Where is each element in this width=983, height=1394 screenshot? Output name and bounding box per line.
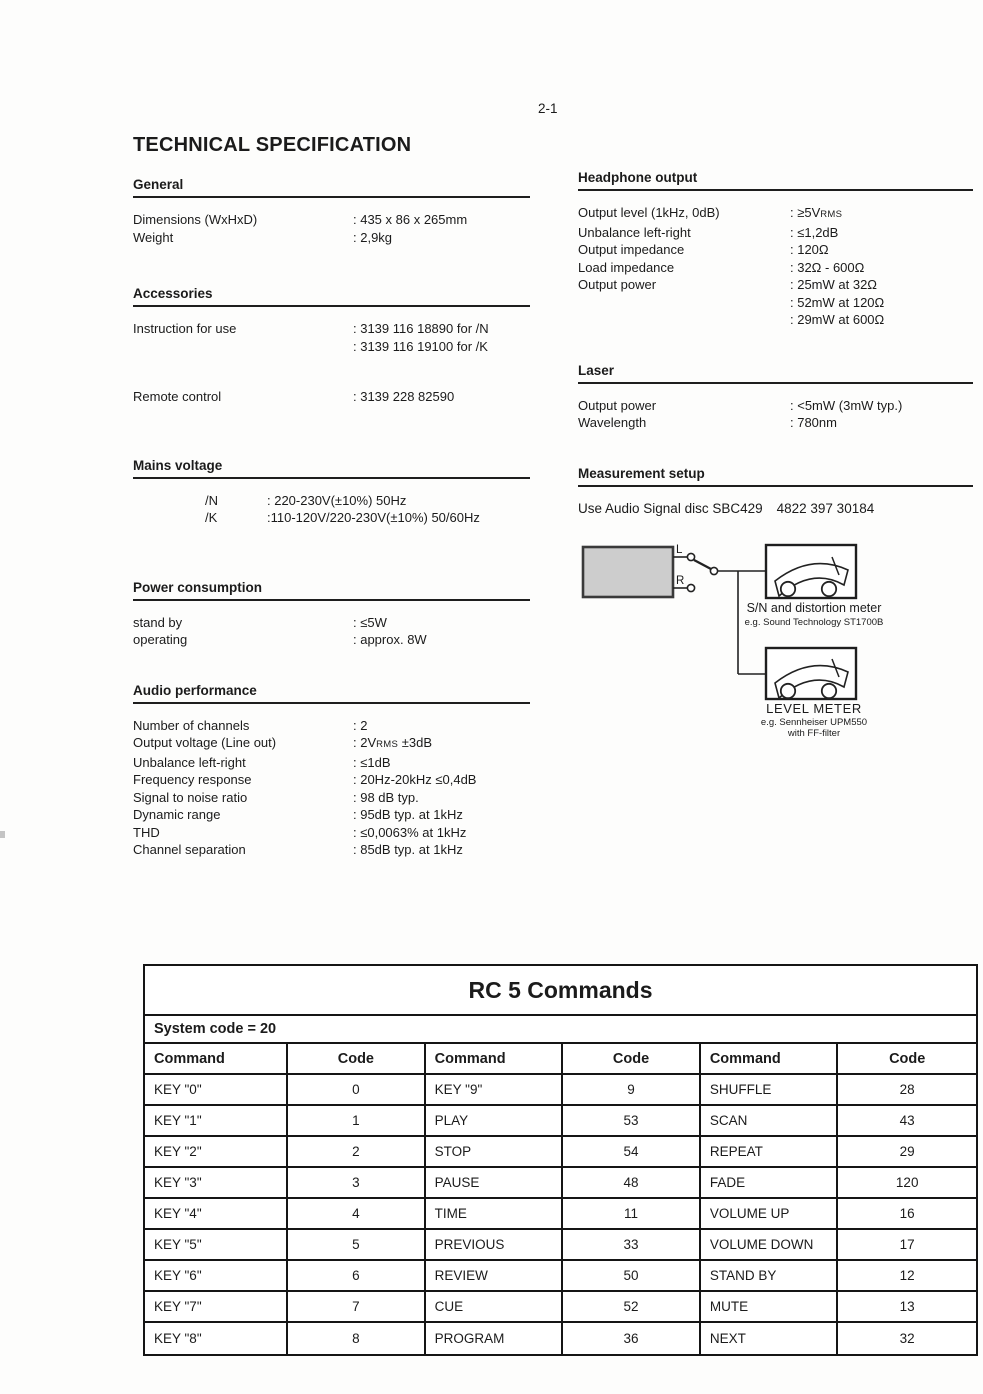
- spec-value: : 29mW at 600Ω: [790, 312, 885, 327]
- table-cell-code: 7: [288, 1292, 426, 1323]
- table-cell-command: PAUSE: [426, 1168, 564, 1199]
- table-cell-command: PREVIOUS: [426, 1230, 564, 1261]
- spec-label: Frequency response: [133, 772, 252, 787]
- table-cell-command: TIME: [426, 1199, 564, 1230]
- table-cell-code: 0: [288, 1075, 426, 1106]
- spec-row: [133, 229, 530, 247]
- spec-row: [578, 276, 973, 294]
- col-header-code-1: Code: [288, 1044, 426, 1075]
- table-cell-code: 50: [563, 1261, 701, 1292]
- spec-value: : 25mW at 32Ω: [790, 277, 878, 292]
- section-heading: Audio performance: [133, 683, 530, 704]
- table-cell-code: 32: [899, 1331, 915, 1346]
- spec-value: :110-120V/220-230V(±10%) 50/60Hz: [267, 510, 480, 525]
- spec-row: [578, 414, 973, 432]
- table-cell-code: 4: [288, 1199, 426, 1230]
- spec-row: [578, 224, 973, 242]
- spec-label: Signal to noise ratio: [133, 789, 248, 805]
- table-cell-code: 28: [838, 1075, 976, 1106]
- switch-blade-icon: [694, 560, 711, 569]
- spec-label: Number of channels: [133, 717, 250, 733]
- table-cell-code: 1: [288, 1106, 426, 1137]
- spec-label: Dimensions (WxHxD): [133, 212, 258, 227]
- section-laser: [578, 363, 973, 432]
- table-cell-command: SCAN: [701, 1106, 839, 1137]
- value-subscript: RMS: [376, 739, 399, 750]
- table-grid: [145, 1044, 976, 1354]
- spec-row: [578, 259, 973, 277]
- spec-label: Output voltage (Line out): [133, 735, 277, 750]
- spec-value: : 52mW at 120Ω: [790, 294, 885, 310]
- terminal-r-label: R: [676, 574, 685, 587]
- col-header-command-2: Command: [426, 1044, 564, 1075]
- spec-value: : <5mW (3mW typ.): [790, 397, 903, 413]
- section-rows: [578, 397, 973, 432]
- value-subscript: RMS: [820, 209, 843, 220]
- table-title: RC 5 Commands: [145, 966, 976, 1016]
- spec-value: : 3139 116 18890 for /N: [353, 321, 489, 336]
- table-cell-command: KEY "3": [145, 1168, 288, 1199]
- spec-row: [578, 397, 973, 415]
- table-cell-code: 6: [288, 1261, 426, 1292]
- table-cell-code: 8: [288, 1323, 426, 1354]
- table-cell-command: KEY "9": [426, 1075, 564, 1106]
- table-cell-code: 2: [288, 1137, 426, 1168]
- spec-row: [133, 771, 530, 789]
- table-cell-code: 12: [838, 1261, 976, 1292]
- table-cell-code: 54: [563, 1137, 701, 1168]
- table-cell-command: KEY "6": [145, 1261, 288, 1292]
- table-cell-command: CUE: [426, 1292, 564, 1323]
- table-cell-code: 53: [563, 1106, 701, 1137]
- spec-value: : 780nm: [790, 415, 837, 430]
- section-accessories: [133, 286, 530, 406]
- spec-row: [578, 204, 973, 224]
- table-cell-code: 120: [838, 1168, 976, 1199]
- spec-value: : 32Ω - 600Ω: [790, 259, 865, 275]
- spec-label: operating: [133, 632, 188, 647]
- spec-value: : 95dB typ. at 1kHz: [353, 807, 463, 822]
- spec-value: : approx. 8W: [353, 632, 427, 647]
- col-header-code-3: Code: [838, 1044, 976, 1075]
- section-rows: [133, 614, 530, 649]
- table-cell-code: 9: [563, 1075, 701, 1106]
- spec-label: Load impedance: [578, 259, 675, 275]
- table-cell-command: KEY "1": [145, 1106, 288, 1137]
- spec-value: : 3139 228 82590: [353, 389, 455, 404]
- spec-label: Output power: [578, 277, 657, 292]
- section-heading: Accessories: [133, 286, 530, 307]
- table-cell-command: STAND BY: [701, 1261, 839, 1292]
- spec-row: [578, 311, 973, 329]
- section-heading: Headphone output: [578, 170, 973, 191]
- col-header-command-3: Command: [701, 1044, 839, 1075]
- table-cell-command: STOP: [426, 1137, 564, 1168]
- section-rows: [133, 492, 530, 527]
- spec-value: : 20Hz-20kHz ≤0,4dB: [353, 772, 477, 787]
- spec-row: [133, 388, 530, 406]
- table-cell-command: KEY "5": [145, 1230, 288, 1261]
- section-heading: Power consumption: [133, 580, 530, 601]
- spec-row: [133, 824, 530, 842]
- measurement-note-text: Use Audio Signal disc SBC429: [578, 500, 763, 516]
- spec-label: Unbalance left-right: [578, 224, 691, 240]
- table-cell-command: VOLUME DOWN: [701, 1230, 839, 1261]
- spec-value: : 2: [353, 717, 368, 733]
- spec-value: : 120Ω: [790, 242, 829, 257]
- table-system-code: System code = 20: [145, 1016, 976, 1044]
- section-rows: [133, 717, 530, 859]
- spec-label: stand by: [133, 614, 183, 630]
- spec-label: [578, 294, 790, 312]
- section-headphone-output: [578, 170, 973, 329]
- table-cell-command: VOLUME UP: [701, 1199, 839, 1230]
- section-heading: General: [133, 177, 530, 198]
- section-heading: Mains voltage: [133, 458, 530, 479]
- spec-row: [133, 717, 530, 735]
- table-cell-command: KEY "7": [145, 1292, 288, 1323]
- spec-label: /N: [205, 492, 218, 508]
- spec-value: : 220-230V(±10%) 50Hz: [267, 492, 407, 508]
- table-cell-command: REPEAT: [701, 1137, 839, 1168]
- table-cell-command: KEY "0": [145, 1075, 288, 1106]
- table-cell-code: 13: [838, 1292, 976, 1323]
- terminal-l-label: L: [676, 543, 683, 556]
- meter2-example: e.g. Sennheiser UPM550: [760, 716, 868, 728]
- spec-row: [133, 320, 530, 338]
- spec-label: Channel separation: [133, 842, 246, 857]
- spec-row: [133, 338, 530, 356]
- col-header-command-1: Command: [145, 1044, 288, 1075]
- table-cell-command: SHUFFLE: [701, 1075, 839, 1106]
- table-cell-code: 3: [288, 1168, 426, 1199]
- left-column: [133, 177, 530, 859]
- spec-label: [133, 338, 353, 356]
- meter2-filter-note: with FF-filter: [787, 727, 841, 739]
- table-cell-code: 48: [563, 1168, 701, 1199]
- table-cell-code: 11: [563, 1199, 701, 1230]
- spec-value: : 435 x 86 x 265mm: [353, 212, 468, 227]
- spec-value: : ≤5W: [353, 614, 387, 630]
- table-cell-code: 16: [838, 1199, 976, 1230]
- spec-label: [578, 311, 790, 329]
- section-heading: Measurement setup: [578, 466, 973, 487]
- spec-row: [133, 806, 530, 824]
- spec-label: Weight: [133, 229, 174, 245]
- section-measurement-setup: [578, 466, 973, 739]
- measurement-note: [578, 501, 973, 516]
- rc-commands-table: [143, 964, 978, 1356]
- value-text: : 2V: [353, 735, 377, 750]
- spec-label: Output impedance: [578, 242, 685, 257]
- spec-row: [133, 614, 530, 632]
- table-cell-code: 43: [838, 1106, 976, 1137]
- section-mains-voltage: [133, 458, 530, 527]
- spec-label: Output power: [578, 397, 657, 413]
- spec-label: /K: [205, 510, 218, 525]
- spec-row: [133, 789, 530, 807]
- section-rows: [578, 204, 973, 329]
- right-column: [578, 170, 973, 739]
- section-audio-performance: [133, 683, 530, 859]
- spec-row: [133, 754, 530, 772]
- spec-value: [790, 204, 842, 224]
- meter1-example: e.g. Sound Technology ST1700B: [744, 616, 884, 628]
- page-title: TECHNICAL SPECIFICATION: [133, 134, 412, 156]
- table-cell-command: MUTE: [701, 1292, 839, 1323]
- spec-row: [133, 734, 530, 754]
- spec-label: Unbalance left-right: [133, 754, 246, 770]
- spec-value: [353, 734, 432, 754]
- spec-label: Output level (1kHz, 0dB): [578, 205, 720, 220]
- switch-pole-icon: [710, 567, 717, 574]
- spec-value: : ≤1dB: [353, 754, 391, 770]
- spec-value: : ≤0,0063% at 1kHz: [353, 824, 467, 840]
- table-cell-code: 33: [563, 1230, 701, 1261]
- meter1-name: S/N and distortion meter: [746, 600, 882, 615]
- col-header-code-2: Code: [563, 1044, 701, 1075]
- table-cell-command: NEXT: [701, 1323, 839, 1354]
- spec-value: : 3139 116 19100 for /K: [353, 338, 488, 354]
- meter2-name: LEVEL METER: [766, 700, 862, 716]
- value-text: : ≥5V: [790, 205, 821, 220]
- sn-distortion-meter-icon: [766, 545, 856, 598]
- table-cell-command: KEY "2": [145, 1137, 288, 1168]
- value-tail: ±3dB: [398, 735, 433, 750]
- spec-value: : ≤1,2dB: [790, 224, 839, 240]
- section-heading: Laser: [578, 363, 973, 384]
- section-power-consumption: [133, 580, 530, 649]
- table-cell-code: 17: [838, 1230, 976, 1261]
- table-cell-command: KEY "8": [145, 1323, 288, 1354]
- table-cell-command: REVIEW: [426, 1261, 564, 1292]
- spec-value: : 2,9kg: [353, 229, 393, 245]
- spec-value: : 98 dB typ.: [353, 789, 419, 805]
- section-general: [133, 177, 530, 246]
- spec-value: : 85dB typ. at 1kHz: [353, 842, 463, 857]
- spec-label: Instruction for use: [133, 321, 237, 336]
- section-rows: [133, 211, 530, 246]
- table-cell-command: FADE: [701, 1168, 839, 1199]
- table-cell-command: PLAY: [426, 1106, 564, 1137]
- terminal-r-contact-icon: [687, 584, 694, 591]
- spec-row: [133, 509, 530, 527]
- spec-row: [578, 241, 973, 259]
- table-cell-code: 52: [563, 1292, 701, 1323]
- spec-row: [133, 841, 530, 859]
- measurement-diagram: [578, 524, 973, 739]
- measurement-note-code: 4822 397 30184: [776, 500, 875, 516]
- spec-row: [133, 631, 530, 649]
- spec-label: Dynamic range: [133, 807, 221, 822]
- signal-source-box: [583, 547, 673, 597]
- table-cell-code: 36: [563, 1323, 701, 1354]
- spec-label: Wavelength: [578, 415, 647, 430]
- spec-label: Remote control: [133, 389, 222, 404]
- table-cell-command: KEY "4": [145, 1199, 288, 1230]
- page-number: 2-1: [538, 101, 558, 116]
- table-cell-command: PROGRAM: [426, 1323, 564, 1354]
- spec-label: THD: [133, 824, 160, 840]
- table-cell-code: 29: [838, 1137, 976, 1168]
- spec-row: [578, 294, 973, 312]
- scan-artifact: [0, 831, 5, 838]
- table-cell-code: 5: [288, 1230, 426, 1261]
- spec-row: [133, 492, 530, 510]
- section-rows: [133, 320, 530, 406]
- level-meter-icon: [766, 648, 856, 699]
- terminal-l-contact-icon: [687, 553, 694, 560]
- spec-row: [133, 211, 530, 229]
